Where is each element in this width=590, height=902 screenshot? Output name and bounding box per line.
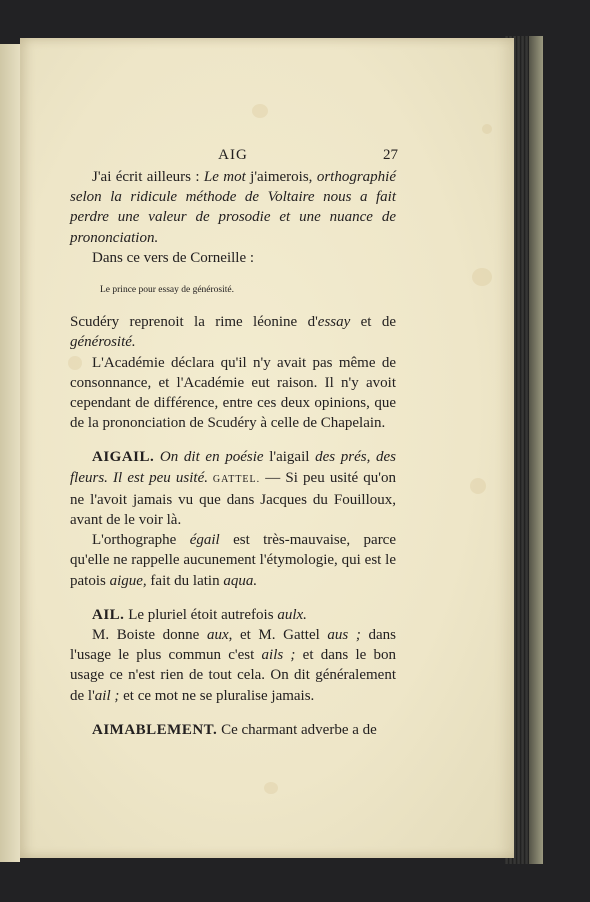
foxing-spot bbox=[470, 478, 486, 494]
foxing-spot bbox=[482, 124, 492, 134]
text-run: — Si peu usité qu'on ne l'avoit jamais vu que dans Jacques du Fouilloux, avant de le voir là. bbox=[70, 469, 396, 529]
italic-run: orthographié selon la ridicule méthode de Voltaire nous a fait perdre une valeur de prosodie et une nuance de prononciation. bbox=[70, 169, 396, 246]
italic-run: essay bbox=[317, 314, 351, 331]
paragraph-4: L'Académie déclara qu'il n'y avait pas même de consonnance, et l'Académie eut raison. Il n'y avoit cependant de différence, entre ces deux opinions, que de la prononciation de Scudéry à celle de Chapelain. bbox=[70, 354, 396, 432]
page-text bbox=[70, 104, 396, 740]
italic-run: ails ; bbox=[261, 647, 296, 664]
paragraph-3 bbox=[70, 312, 396, 352]
entry-ail bbox=[70, 605, 396, 625]
foxing-spot bbox=[264, 782, 278, 794]
italic-run: des prés, des fleurs. Il est peu usité. bbox=[70, 449, 396, 486]
running-head bbox=[70, 145, 396, 165]
page-number: 27 bbox=[383, 147, 398, 163]
italic-run: égail bbox=[189, 532, 220, 549]
paragraph-8 bbox=[70, 625, 396, 706]
text-run: Ce charmant adverbe a de bbox=[217, 721, 377, 738]
left-page-edge bbox=[0, 44, 20, 862]
italic-run: aux bbox=[206, 627, 229, 644]
text-run: fait du latin bbox=[146, 572, 224, 589]
paragraph-6 bbox=[70, 530, 396, 591]
text-run: et de bbox=[350, 314, 396, 331]
entry-term: AIMABLEMENT. bbox=[92, 721, 218, 738]
text-run: et ce mot ne se pluralise jamais. bbox=[119, 687, 315, 704]
italic-run: générosité. bbox=[70, 334, 136, 351]
text-run: j'aimerois, bbox=[245, 169, 317, 185]
text-run: dans l'usage le plus commun c'est bbox=[70, 627, 396, 664]
entry-aimablement bbox=[70, 720, 396, 740]
italic-run: aus ; bbox=[327, 627, 361, 644]
italic-run: aigue, bbox=[109, 572, 147, 589]
verse-quote: Le prince pour essay de générosité. bbox=[100, 285, 235, 296]
italic-run: ail ; bbox=[94, 687, 120, 704]
paragraph-1 bbox=[70, 167, 396, 248]
italic-run: On dit en poésie bbox=[154, 449, 264, 466]
italic-run: aqua. bbox=[223, 572, 258, 589]
paragraph-2: Dans ce vers de Corneille : bbox=[92, 249, 255, 266]
foxing-spot bbox=[472, 268, 492, 286]
running-head-title: AIG bbox=[218, 147, 248, 163]
italic-run: aulx. bbox=[277, 606, 307, 623]
source-citation: GATTEL. bbox=[208, 473, 261, 485]
text-run: Le pluriel étoit autrefois bbox=[124, 606, 278, 623]
text-run: l'aigail bbox=[263, 449, 316, 466]
text-run: L'orthographe bbox=[92, 532, 190, 549]
text-run: et dans le bon usage ce n'est rien de tout cela. On dit généralement de l' bbox=[70, 647, 397, 704]
text-run: J'ai écrit ailleurs : bbox=[92, 169, 204, 185]
text-run: , et M. Gattel bbox=[228, 627, 328, 644]
entry-term: AIGAIL. bbox=[92, 449, 155, 466]
entry-aigail bbox=[70, 447, 396, 530]
text-run: M. Boiste donne bbox=[92, 627, 207, 644]
text-run: Scudéry reprenoit la rime léonine d' bbox=[70, 314, 318, 331]
italic-run: Le mot bbox=[203, 169, 246, 185]
entry-term: AIL. bbox=[92, 606, 125, 623]
text-run: est très-mauvaise, parce qu'elle ne rappelle aucunement l'étymologie, qui est le patois bbox=[70, 532, 396, 589]
